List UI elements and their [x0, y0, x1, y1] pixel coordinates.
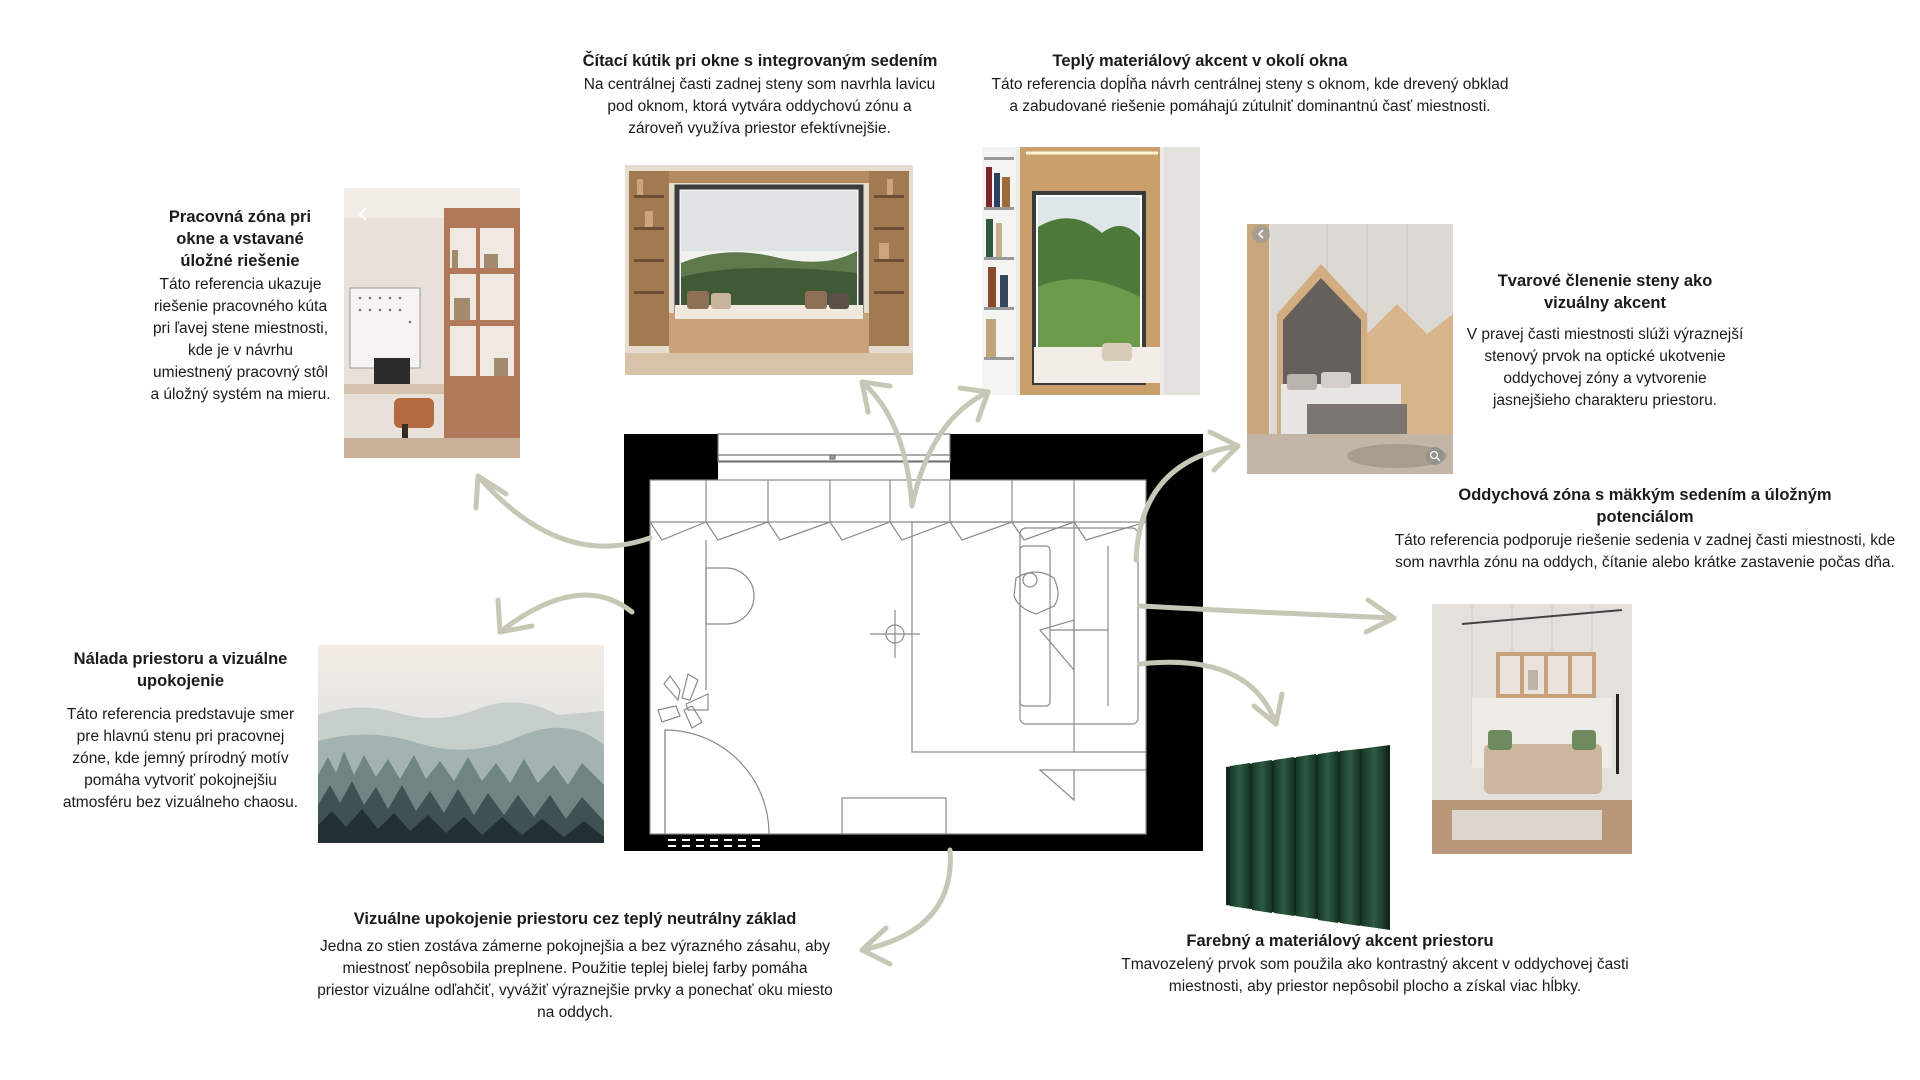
photo-shaped-wall	[1247, 224, 1453, 474]
note-neutral-base	[315, 908, 835, 1024]
note-title: Pracovná zóna pri okne a vstavané úložné riešenie	[168, 208, 312, 270]
note-text: Tmavozelený prvok som použila ako kontrastný akcent v oddychovej časti miestnosti, aby priestor nepôsobil plocho a získal viac hĺbky.	[1121, 956, 1629, 995]
photo-work-zone	[344, 188, 520, 458]
note-title: Nálada priestoru a vizuálne upokojenie	[73, 650, 288, 690]
photo-relax-zone	[1432, 604, 1632, 854]
floor-plan-walls	[624, 434, 1203, 851]
photo-mood	[318, 645, 604, 843]
note-title: Oddychová zóna s mäkkým sedením a úložným potenciálom	[1458, 486, 1832, 526]
note-title: Teplý materiálový akcent v okolí okna	[1052, 52, 1348, 70]
note-title: Tvarové členenie steny ako vizuálny akcent	[1497, 272, 1713, 312]
note-title: Vizuálne upokojenie priestoru cez teplý neutrálny základ	[353, 910, 797, 928]
note-text: Jedna zo stien zostáva zámerne pokojnejšia a bez výrazného zásahu, aby miestnosť nepôsobila preplnene. Použitie teplej bielej farby pomáha priestor vizuálne odľahčiť, vyvážiť výraznejšie prvky a ponechať oku miesto na oddych.	[317, 938, 833, 1021]
note-relax-zone	[1380, 484, 1910, 574]
note-text: Táto referencia ukazuje riešenie pracovného kúta pri ľavej stene miestnosti, kde je v návrhu umiestnený pracovný stôl a úložný systém na mieru.	[150, 276, 331, 403]
note-text: Na centrálnej časti zadnej steny som navrhla lavicu pod oknom, ktorá vytvára oddychovú zónu a zároveň využíva priestor efektívnejšie.	[583, 76, 936, 137]
arrow-color-accent	[1140, 662, 1276, 724]
arrow-mood	[500, 595, 632, 632]
arrow-reading-nook	[862, 382, 912, 506]
note-mood	[58, 648, 303, 814]
zoom-icon[interactable]	[1425, 446, 1445, 466]
note-text: Táto referencia dopĺňa návrh centrálnej steny s oknom, kde drevený obklad a zabudované riešenie pomáhajú zútulniť dominantnú časť miestnosti.	[991, 76, 1509, 115]
photo-warm-material	[982, 147, 1200, 395]
note-warm-material	[990, 50, 1510, 118]
note-text: Táto referencia podporuje riešenie sedenia v zadnej časti miestnosti, kde som navrhla zónu na oddych, čítanie alebo krátke zastavenie počas dňa.	[1394, 532, 1896, 571]
note-work-zone	[148, 206, 333, 406]
note-shaped-wall	[1465, 270, 1745, 412]
note-text: V pravej časti miestnosti slúži výraznejší stenový prvok na optické ukotvenie oddychovej zóny a vytvorenie jasnejšieho charakteru priestoru.	[1466, 326, 1744, 409]
chevron-left-icon[interactable]	[1251, 225, 1271, 245]
chevron-left-icon[interactable]	[354, 202, 374, 222]
arrow-relax-zone	[1140, 606, 1394, 618]
arrow-neutral-base	[862, 850, 950, 950]
photo-reading-nook	[625, 165, 913, 375]
note-title: Čítací kútik pri okne s integrovaným sedením	[582, 52, 938, 70]
arrow-warm-material	[912, 392, 988, 506]
note-color-accent	[1115, 930, 1635, 998]
arrow-shaped-wall	[1136, 446, 1238, 560]
window	[718, 434, 950, 462]
note-title: Farebný a materiálový akcent priestoru	[1186, 932, 1494, 950]
note-text: Táto referencia predstavuje smer pre hlavnú stenu pri pracovnej zóne, kde jemný prírodný motív pomáha vytvoriť pokojnejšiu atmosféru bez vizuálneho chaosu.	[62, 706, 299, 811]
arrow-work-zone	[478, 476, 650, 546]
photo-color-accent	[1226, 745, 1396, 930]
